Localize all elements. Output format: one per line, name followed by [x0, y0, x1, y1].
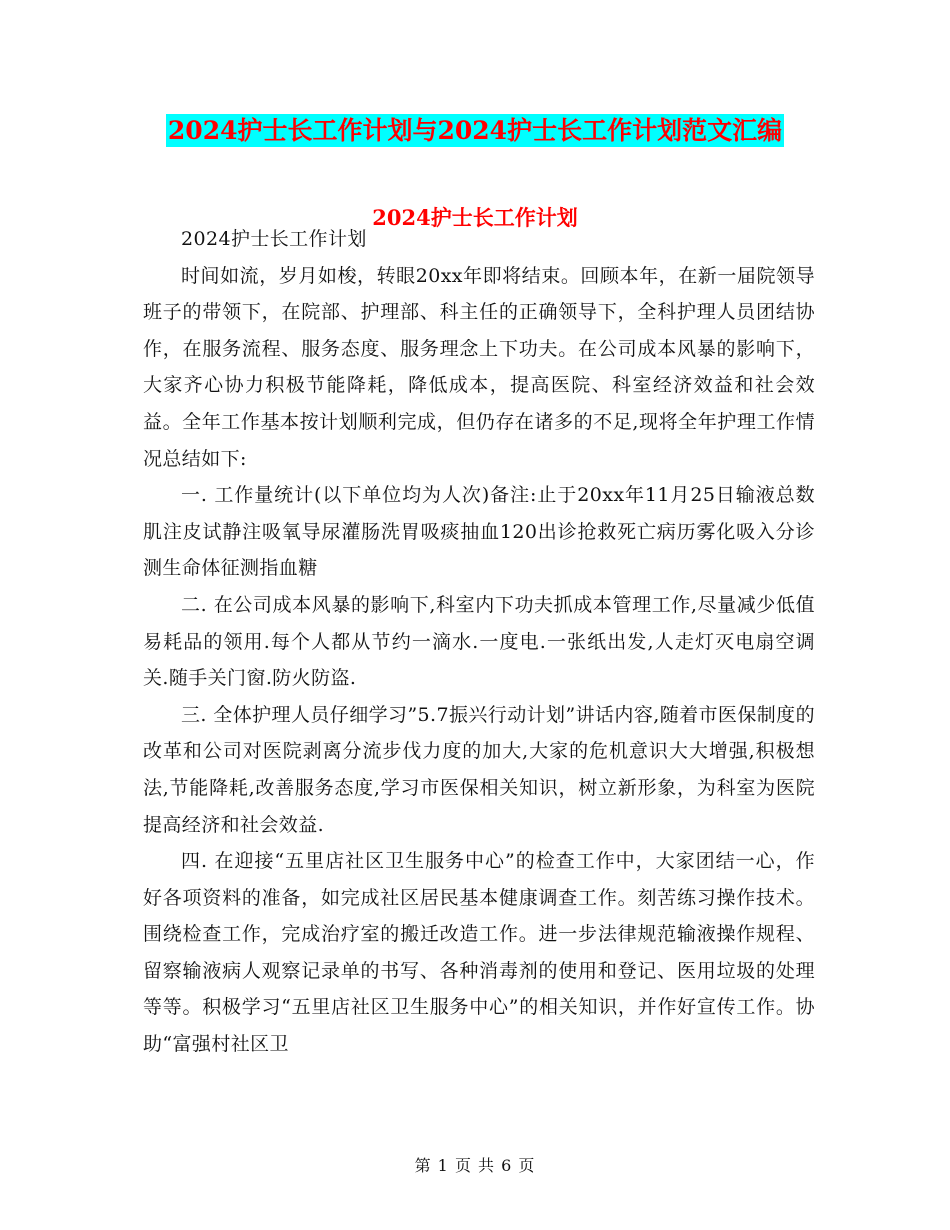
document-body: [143, 221, 815, 1063]
body-paragraph-item-2: 二. 在公司成本风暴的影响下,科室内下功夫抓成本管理工作,尽量减少低值易耗品的领用.每个人都从节约一滴水.一度电.一张纸出发,人走灯灭电扇空调关.随手关门窗.防火防盗.: [143, 593, 815, 690]
page-footer: 第 1 页 共 6 页: [414, 1156, 536, 1175]
body-paragraph-item-1: 一. 工作量统计(以下单位均为人次)备注:止于20xx年11月25日输液总数肌注皮试静注吸氧导尿灌肠洗胃吸痰抽血120出诊抢救死亡病历雾化吸入分诊测生命体征测指血糖: [143, 484, 815, 580]
body-paragraph-item-3: 三. 全体护理人员仔细学习”5.7振兴行动计划”讲话内容,随着市医保制度的改革和公司对医院剥离分流步伐力度的加大,大家的危机意识大大增强,积极想法,节能降耗,改善服务态度,学习市医保相关知识，树立新形象，为科室为医院提高经济和社会效益.: [143, 703, 815, 836]
section-title: 2024护士长工作计划: [372, 205, 578, 230]
body-paragraph-intro: 时间如流，岁月如梭，转眼20xx年即将结束。回顾本年，在新一届院领导班子的带领下，在院部、护理部、科主任的正确领导下，全科护理人员团结协作，在服务流程、服务态度、服务理念上下功夫。在公司成本风暴的影响下，大家齐心协力积极节能降耗，降低成本，提高医院、科室经济效益和社会效益。全年工作基本按计划顺利完成，但仍存在诸多的不足,现将全年护理工作情况总结如下:: [143, 264, 815, 470]
document-title-text: 2024护士长工作计划与2024护士长工作计划范文汇编: [167, 116, 783, 145]
document-title: [0, 113, 950, 149]
body-paragraph-item-4: 四. 在迎接“五里店社区卫生服务中心”的检查工作中，大家团结一心，作好各项资料的准备，如完成社区居民基本健康调查工作。刻苦练习操作技术。围绕检查工作，完成治疗室的搬迁改造工作。进一步法律规范输液操作规程、留察输液病人观察记录单的书写、各种消毒剂的使用和登记、医用垃圾的处理等等。积极学习“五里店社区卫生服务中心”的相关知识，并作好宣传工作。协助“富强村社区卫: [143, 850, 815, 1056]
body-paragraph-heading: 2024护士长工作计划: [181, 228, 367, 250]
